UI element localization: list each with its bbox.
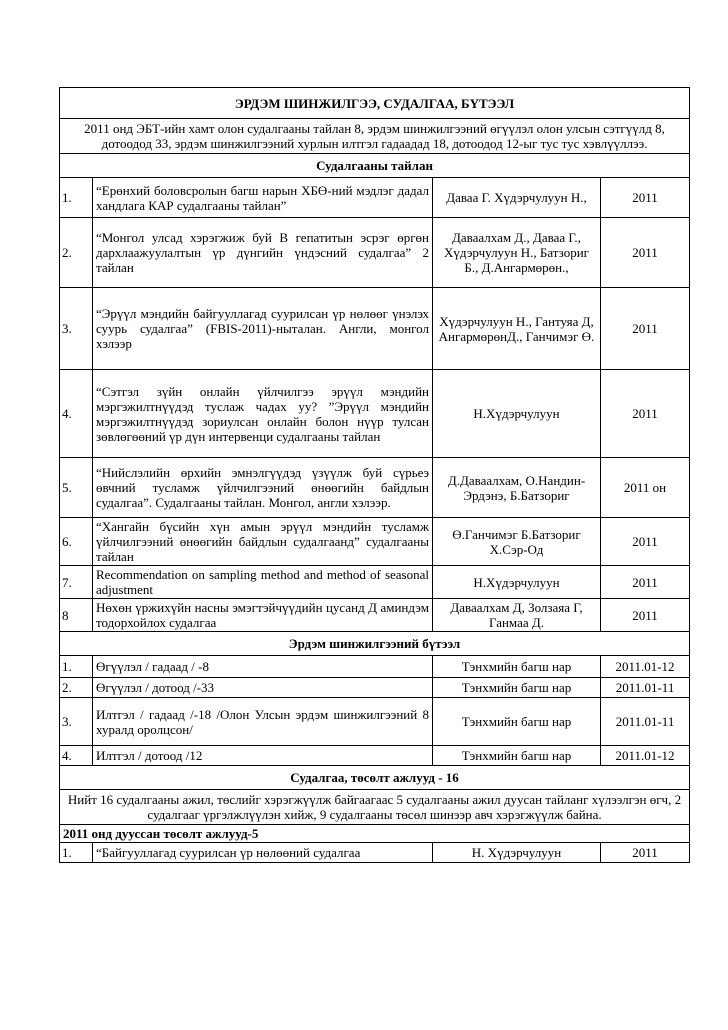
projects-summary: Нийт 16 судалгааны ажил, төслийг хэрэгжүүлж байгаагаас 5 судалгааны ажил дуусан тайланг хүлээлгэн өгч, 2 судалгааг үргэлжлүүлэн хийж, 9 судалгааны төсөл шинээр авч хэрэгжүүлж байна. <box>60 790 690 825</box>
projects-heading: Судалгаа, төсөлт ажлууд - 16 <box>60 766 690 790</box>
report-row <box>60 288 690 370</box>
row-year: 2011 <box>601 218 690 288</box>
row-authors: Н.Хүдэрчулуун <box>433 566 601 599</box>
report-row <box>60 218 690 288</box>
row-authors: Д.Даваалхам, О.Нандин-Эрдэнэ, Б.Батзориг <box>433 458 601 518</box>
reports-heading: Судалгааны тайлан <box>60 154 690 178</box>
row-number: 7. <box>60 566 93 599</box>
document-page <box>59 87 689 863</box>
row-title: Өгүүлэл / дотоод /-33 <box>93 678 433 698</box>
row-title: Recommendation on sampling method and method of seasonal adjustment <box>93 566 433 599</box>
row-number: 3. <box>60 698 93 746</box>
row-title: Нөхөн үржихүйн насны эмэгтэйчүүдийн цусанд Д аминдэм тодорхойлох судалгаа <box>93 599 433 632</box>
row-number: 3. <box>60 288 93 370</box>
report-row <box>60 566 690 599</box>
row-year: 2011 <box>601 178 690 218</box>
report-row <box>60 370 690 458</box>
report-row <box>60 178 690 218</box>
row-year: 2011 <box>601 288 690 370</box>
row-authors: Тэнхмийн багш нар <box>433 746 601 766</box>
report-row <box>60 458 690 518</box>
report-row <box>60 599 690 632</box>
row-title: Илтгэл / дотоод /12 <box>93 746 433 766</box>
row-title: “Монгол улсад хэрэгжиж буй В гепатитын эсрэг өргөн дархлаажуулалтын үр дүнгийн үндэсний судалгаа” 2 тайлан <box>93 218 433 288</box>
row-number: 5. <box>60 458 93 518</box>
row-number: 1. <box>60 178 93 218</box>
row-title: “Байгууллагад суурилсан үр нөлөөний судалгаа <box>93 843 433 863</box>
row-title: “Эрүүл мэндийн байгууллагад суурилсан үр нөлөөг үнэлэх суурь судалгаа” (FBIS-2011)-ныталан. Англи, монгол хэлээр <box>93 288 433 370</box>
row-authors: Тэнхмийн багш нар <box>433 698 601 746</box>
row-year: 2011.01-12 <box>601 656 690 678</box>
row-year: 2011 он <box>601 458 690 518</box>
row-authors: Н. Хүдэрчулуун <box>433 843 601 863</box>
row-year: 2011.01-12 <box>601 746 690 766</box>
row-authors: Даваа Г. Хүдэрчулуун Н., <box>433 178 601 218</box>
row-title: “Ерөнхий боловсролын багш нарын ХБӨ-ний мэдлэг дадал хандлага КАР судалгааны тайлан” <box>93 178 433 218</box>
row-number: 4. <box>60 370 93 458</box>
row-year: 2011 <box>601 518 690 566</box>
row-title: Өгүүлэл / гадаад / -8 <box>93 656 433 678</box>
work-row <box>60 746 690 766</box>
row-year: 2011.01-11 <box>601 698 690 746</box>
row-number: 1. <box>60 843 93 863</box>
report-row <box>60 518 690 566</box>
row-number: 2. <box>60 678 93 698</box>
research-table <box>59 87 690 863</box>
row-year: 2011 <box>601 843 690 863</box>
works-heading: Эрдэм шинжилгээний бүтээл <box>60 632 690 656</box>
row-authors: Даваалхам Д, Золзаяа Г, Ганмаа Д. <box>433 599 601 632</box>
work-row <box>60 678 690 698</box>
row-authors: Тэнхмийн багш нар <box>433 656 601 678</box>
row-year: 2011 <box>601 599 690 632</box>
row-authors: Даваалхам Д., Даваа Г., Хүдэрчулуун Н., Батзориг Б., Д.Ангармөрөн., <box>433 218 601 288</box>
project-row <box>60 843 690 863</box>
row-authors: Хүдэрчулуун Н., Гантуяа Д, АнгармөрөнД., Ганчимэг Ө. <box>433 288 601 370</box>
row-number: 4. <box>60 746 93 766</box>
row-authors: Тэнхмийн багш нар <box>433 678 601 698</box>
row-title: Илтгэл / гадаад /-18 /Олон Улсын эрдэм шинжилгээний 8 хуралд оролцсон/ <box>93 698 433 746</box>
row-year: 2011.01-11 <box>601 678 690 698</box>
document-title: ЭРДЭМ ШИНЖИЛГЭЭ, СУДАЛГАА, БҮТЭЭЛ <box>60 88 690 119</box>
row-year: 2011 <box>601 566 690 599</box>
row-number: 2. <box>60 218 93 288</box>
completed-projects-heading: 2011 онд дууссан төсөлт ажлууд-5 <box>60 825 690 843</box>
row-authors: Н.Хүдэрчулуун <box>433 370 601 458</box>
row-title: “Хангайн бүсийн хүн амын эрүүл мэндийн тусламж үйлчилгээний өнөөгийн байдлын судалгаанд” судалгааны тайлан <box>93 518 433 566</box>
work-row <box>60 656 690 678</box>
row-number: 6. <box>60 518 93 566</box>
work-row <box>60 698 690 746</box>
row-title: “Нийслэлийн өрхийн эмнэлгүүдэд үзүүлж буй сүрьеэ өвчний тусламж үйлчилгээний өнөөгийн байдлын судалгаа”. Судалгааны тайлан. Монгол, англи хэлээр. <box>93 458 433 518</box>
row-title: “Сэтгэл зүйн онлайн үйлчилгээ эрүүл мэндийн мэргэжилтнүүдэд туслаж чадах уу? ”Эрүүл мэндийн мэргэжилтнүүдэд зориулсан онлайн болон нүүр тулсан зөвлөгөөний үр дүн интервенци судалгааны тайлан <box>93 370 433 458</box>
row-number: 1. <box>60 656 93 678</box>
row-number: 8 <box>60 599 93 632</box>
summary-paragraph: 2011 онд ЭБТ-ийн хамт олон судалгааны тайлан 8, эрдэм шинжилгээний өгүүлэл олон улсын сэтгүүлд 8, дотоодод 33, эрдэм шинжилгээний хурлын илтгэл гадаадад 18, дотоодод 12-ыг тус тус хэвлүүллээ. <box>60 119 690 154</box>
row-authors: Ө.Ганчимэг Б.Батзориг Х.Сэр-Од <box>433 518 601 566</box>
row-year: 2011 <box>601 370 690 458</box>
